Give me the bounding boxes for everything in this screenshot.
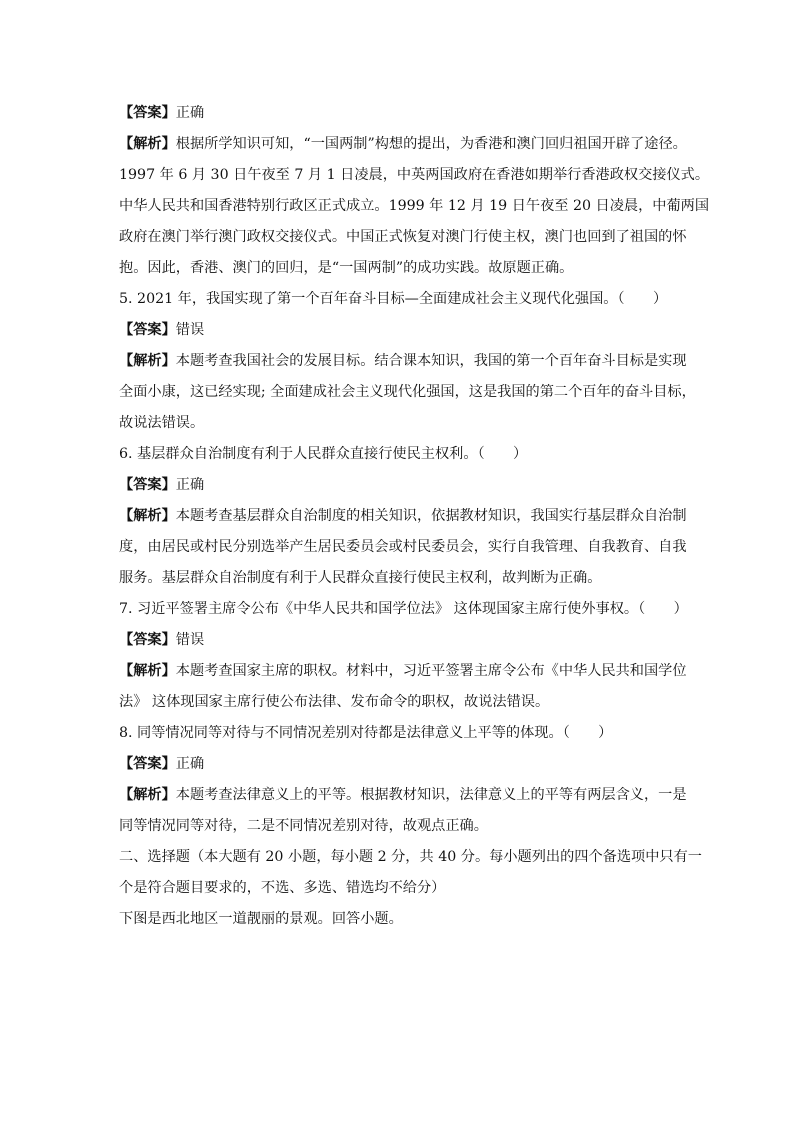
- analysis-text: 抱。因此，香港、澳门的回归，是“一国两制”的成功实践。故原题正确。: [119, 260, 574, 276]
- analysis-line: [119, 129, 691, 160]
- analysis-text: 根据所学知识可知，“一国两制”构想的提出，为香港和澳门回归祖国开辟了途径。: [175, 136, 687, 152]
- section-intro: 下图是西北地区一道靓丽的景观。回答小题。: [119, 911, 403, 927]
- answer-label: 【答案】: [119, 632, 176, 648]
- question-stem: 8. 同等情况同等对待与不同情况差别对待都是法律意义上平等的体现。（ ）: [119, 725, 613, 741]
- analysis-label: 【解析】: [119, 508, 176, 524]
- document-body: [119, 98, 710, 935]
- analysis-line: [119, 501, 691, 532]
- answer-line: [119, 470, 691, 501]
- answer-text: 错误: [175, 322, 205, 338]
- answer-line: [119, 98, 691, 129]
- analysis-text: 本题考查我国社会的发展目标。结合课本知识，我国的第一个百年奋斗目标是实现: [175, 353, 687, 369]
- analysis-text: 本题考查国家主席的职权。材料中，习近平签署主席令公布《中华人民共和国学位: [175, 663, 687, 679]
- analysis-text: 全面小康，这已经实现; 全面建成社会主义现代化强国，这是我国的第二个百年的奋斗目标，: [119, 384, 696, 400]
- analysis-text: 度，由居民或村民分别选举产生居民委员会或村民委员会，实行自我管理、自我教育、自我: [119, 539, 687, 555]
- analysis-line: [119, 780, 691, 811]
- section-heading: 二、选择题（本大题有 20 小题，每小题 2 分，共 40 分。每小题列出的四个备选项中只有一: [119, 849, 702, 865]
- answer-label: 【答案】: [119, 322, 176, 338]
- analysis-label: 【解析】: [119, 787, 176, 803]
- question-stem: 6. 基层群众自治制度有利于人民群众直接行使民主权利。（ ）: [119, 446, 528, 462]
- section-heading: 个是符合题目要求的，不选、多选、错选均不给分）: [119, 880, 446, 896]
- answer-text: 错误: [175, 632, 205, 648]
- answer-label: 【答案】: [119, 477, 176, 493]
- analysis-text: 中华人民共和国香港特别行政区正式成立。1999 年 12 月 19 日午夜至 20 日凌晨，中葡两国: [119, 198, 710, 214]
- analysis-text: 法》 这体现国家主席行使公布法律、发布命令的职权，故说法错误。: [119, 694, 550, 710]
- analysis-line: [119, 346, 691, 377]
- answer-label: 【答案】: [119, 756, 176, 772]
- answer-label: 【答案】: [119, 105, 176, 121]
- analysis-text: 服务。基层群众自治制度有利于人民群众直接行使民主权利，故判断为正确。: [119, 570, 602, 586]
- answer-text: 正确: [175, 105, 205, 121]
- analysis-text: 故说法错误。: [119, 415, 205, 431]
- analysis-label: 【解析】: [119, 136, 176, 152]
- analysis-text: 本题考查法律意义上的平等。根据教材知识，法律意义上的平等有两层含义，一是: [175, 787, 687, 803]
- question-stem: 7. 习近平签署主席令公布《中华人民共和国学位法》 这体现国家主席行使外事权。（ ）: [119, 601, 688, 617]
- answer-text: 正确: [175, 756, 205, 772]
- analysis-label: 【解析】: [119, 663, 176, 679]
- answer-line: [119, 625, 691, 656]
- analysis-line: [119, 656, 691, 687]
- analysis-text: 1997 年 6 月 30 日午夜至 7 月 1 日凌晨，中英两国政府在香港如期举行香港政权交接仪式。: [119, 167, 710, 183]
- analysis-text: 同等情况同等对待，二是不同情况差别对待，故观点正确。: [119, 818, 488, 834]
- question-stem: 5. 2021 年，我国实现了第一个百年奋斗目标—全面建成社会主义现代化强国。（ ）: [119, 291, 668, 307]
- analysis-label: 【解析】: [119, 353, 176, 369]
- answer-text: 正确: [175, 477, 205, 493]
- answer-line: [119, 315, 691, 346]
- analysis-text: 政府在澳门举行澳门政权交接仪式。中国正式恢复对澳门行使主权，澳门也回到了祖国的怀: [119, 229, 687, 245]
- analysis-text: 本题考查基层群众自治制度的相关知识，依据教材知识，我国实行基层群众自治制: [175, 508, 687, 524]
- answer-line: [119, 749, 691, 780]
